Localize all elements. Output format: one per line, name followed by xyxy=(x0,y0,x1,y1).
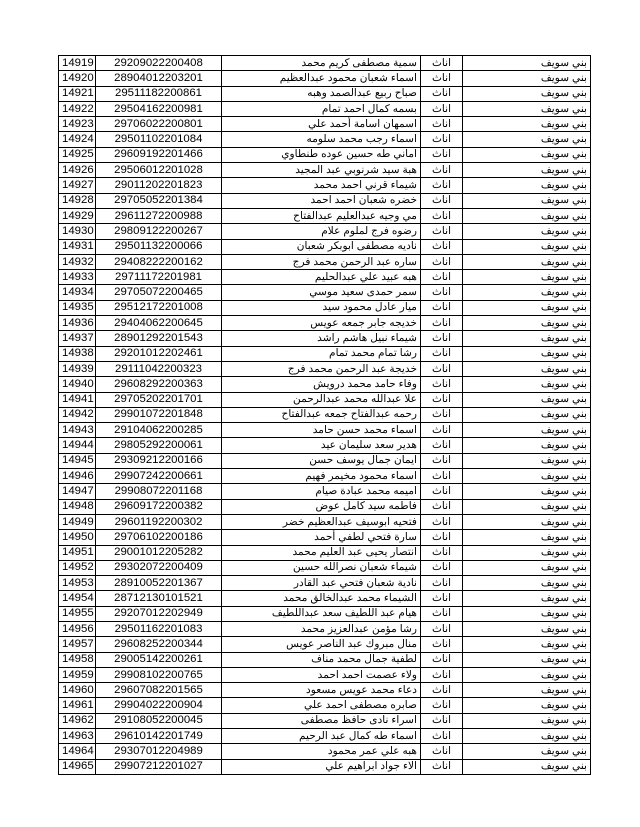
name-cell: اسماء طه كمال عبد الرحيم xyxy=(222,729,421,744)
national-id-cell: 29904022200904 xyxy=(96,698,222,713)
gender-cell: اناث xyxy=(421,744,463,759)
gender-cell: اناث xyxy=(421,698,463,713)
gender-cell: اناث xyxy=(421,163,463,178)
name-cell: ايمان جمال يوسف حسن xyxy=(222,453,421,468)
governorate-cell: بني سويف xyxy=(463,147,591,162)
gender-cell: اناث xyxy=(421,423,463,438)
governorate-cell: بني سويف xyxy=(463,285,591,300)
serial-number-cell: 14936 xyxy=(59,316,96,331)
governorate-cell: بني سويف xyxy=(463,178,591,193)
table-row xyxy=(59,683,591,698)
national-id-cell: 29601192200302 xyxy=(96,514,222,529)
records-table xyxy=(58,55,591,775)
national-id-cell: 29805292200061 xyxy=(96,438,222,453)
table-row xyxy=(59,713,591,728)
governorate-cell: بني سويف xyxy=(463,316,591,331)
table-row xyxy=(59,285,591,300)
name-cell: رشا مؤمن عبدالعزيز محمد xyxy=(222,621,421,636)
gender-cell: اناث xyxy=(421,178,463,193)
serial-number-cell: 14963 xyxy=(59,729,96,744)
name-cell: مي وجيه عبدالعليم عبدالفتاح xyxy=(222,208,421,223)
governorate-cell: بني سويف xyxy=(463,652,591,667)
name-cell: لطفية جمال محمد مناف xyxy=(222,652,421,667)
table-row xyxy=(59,637,591,652)
name-cell: هدير سعد سليمان عيد xyxy=(222,438,421,453)
gender-cell: اناث xyxy=(421,331,463,346)
governorate-cell: بني سويف xyxy=(463,713,591,728)
governorate-cell: بني سويف xyxy=(463,117,591,132)
governorate-cell: بني سويف xyxy=(463,453,591,468)
table-row xyxy=(59,208,591,223)
national-id-cell: 29501132200066 xyxy=(96,239,222,254)
national-id-cell: 29307012204989 xyxy=(96,744,222,759)
table-row xyxy=(59,239,591,254)
national-id-cell: 28904012203201 xyxy=(96,71,222,86)
serial-number-cell: 14948 xyxy=(59,499,96,514)
serial-number-cell: 14952 xyxy=(59,560,96,575)
gender-cell: اناث xyxy=(421,469,463,484)
serial-number-cell: 14954 xyxy=(59,591,96,606)
gender-cell: اناث xyxy=(421,392,463,407)
governorate-cell: بني سويف xyxy=(463,392,591,407)
national-id-cell: 29511182200861 xyxy=(96,86,222,101)
national-id-cell: 29901072201848 xyxy=(96,407,222,422)
table-row xyxy=(59,469,591,484)
gender-cell: اناث xyxy=(421,239,463,254)
national-id-cell: 29907212201027 xyxy=(96,759,222,774)
name-cell: رحمه عبدالفتاح جمعه عبدالفتاح xyxy=(222,407,421,422)
gender-cell: اناث xyxy=(421,545,463,560)
gender-cell: اناث xyxy=(421,300,463,315)
table-row xyxy=(59,270,591,285)
governorate-cell: بني سويف xyxy=(463,377,591,392)
table-row xyxy=(59,224,591,239)
governorate-cell: بني سويف xyxy=(463,224,591,239)
national-id-cell: 29104062200285 xyxy=(96,423,222,438)
governorate-cell: بني سويف xyxy=(463,361,591,376)
table-row xyxy=(59,652,591,667)
table-row xyxy=(59,606,591,621)
governorate-cell: بني سويف xyxy=(463,132,591,147)
national-id-cell: 29011202201823 xyxy=(96,178,222,193)
name-cell: صباح ربيع عبدالصمد وهبه xyxy=(222,86,421,101)
serial-number-cell: 14935 xyxy=(59,300,96,315)
table-row xyxy=(59,117,591,132)
serial-number-cell: 14919 xyxy=(59,56,96,71)
gender-cell: اناث xyxy=(421,560,463,575)
table-row xyxy=(59,729,591,744)
serial-number-cell: 14934 xyxy=(59,285,96,300)
national-id-cell: 29201012202461 xyxy=(96,346,222,361)
gender-cell: اناث xyxy=(421,101,463,116)
national-id-cell: 29207012202949 xyxy=(96,606,222,621)
serial-number-cell: 14949 xyxy=(59,514,96,529)
table-row xyxy=(59,101,591,116)
name-cell: ساره عبد الرحمن محمد فرج xyxy=(222,254,421,269)
national-id-cell: 29908072201168 xyxy=(96,484,222,499)
table-row xyxy=(59,407,591,422)
name-cell: علا عبدالله محمد عبدالرحمن xyxy=(222,392,421,407)
gender-cell: اناث xyxy=(421,652,463,667)
name-cell: هبه عبيد علي عبدالحليم xyxy=(222,270,421,285)
serial-number-cell: 14928 xyxy=(59,193,96,208)
gender-cell: اناث xyxy=(421,193,463,208)
name-cell: اسماء محمود مخيمر فهيم xyxy=(222,469,421,484)
table-row xyxy=(59,254,591,269)
serial-number-cell: 14929 xyxy=(59,208,96,223)
governorate-cell: بني سويف xyxy=(463,163,591,178)
governorate-cell: بني سويف xyxy=(463,270,591,285)
governorate-cell: بني سويف xyxy=(463,759,591,774)
table-row xyxy=(59,453,591,468)
table-row xyxy=(59,193,591,208)
gender-cell: اناث xyxy=(421,514,463,529)
name-cell: منال مبروك عبد الناصر عويس xyxy=(222,637,421,652)
gender-cell: اناث xyxy=(421,484,463,499)
name-cell: اسمهان اسامة أحمد علي xyxy=(222,117,421,132)
serial-number-cell: 14933 xyxy=(59,270,96,285)
table-row xyxy=(59,667,591,682)
name-cell: اسماء شعبان محمود عبدالعظيم xyxy=(222,71,421,86)
gender-cell: اناث xyxy=(421,606,463,621)
name-cell: فاطمه سيد كامل عوض xyxy=(222,499,421,514)
national-id-cell: 29608292200363 xyxy=(96,377,222,392)
serial-number-cell: 14939 xyxy=(59,361,96,376)
national-id-cell: 29209022200408 xyxy=(96,56,222,71)
name-cell: خضره شعبان احمد احمد xyxy=(222,193,421,208)
table-row xyxy=(59,56,591,71)
table-row xyxy=(59,744,591,759)
gender-cell: اناث xyxy=(421,285,463,300)
gender-cell: اناث xyxy=(421,86,463,101)
governorate-cell: بني سويف xyxy=(463,576,591,591)
national-id-cell: 29609172200382 xyxy=(96,499,222,514)
table-row xyxy=(59,514,591,529)
table-row xyxy=(59,147,591,162)
gender-cell: اناث xyxy=(421,407,463,422)
national-id-cell: 29111042200323 xyxy=(96,361,222,376)
serial-number-cell: 14961 xyxy=(59,698,96,713)
serial-number-cell: 14926 xyxy=(59,163,96,178)
serial-number-cell: 14953 xyxy=(59,576,96,591)
governorate-cell: بني سويف xyxy=(463,621,591,636)
gender-cell: اناث xyxy=(421,316,463,331)
national-id-cell: 29908102200765 xyxy=(96,667,222,682)
table-row xyxy=(59,392,591,407)
national-id-cell: 29504162200981 xyxy=(96,101,222,116)
governorate-cell: بني سويف xyxy=(463,423,591,438)
name-cell: اماني طه حسين عوده طنطاوي xyxy=(222,147,421,162)
governorate-cell: بني سويف xyxy=(463,499,591,514)
national-id-cell: 29512172201008 xyxy=(96,300,222,315)
gender-cell: اناث xyxy=(421,346,463,361)
table-row xyxy=(59,621,591,636)
national-id-cell: 29609192201466 xyxy=(96,147,222,162)
governorate-cell: بني سويف xyxy=(463,56,591,71)
serial-number-cell: 14951 xyxy=(59,545,96,560)
table-row xyxy=(59,377,591,392)
gender-cell: اناث xyxy=(421,224,463,239)
name-cell: الشيماء محمد عبدالخالق محمد xyxy=(222,591,421,606)
table-row xyxy=(59,591,591,606)
gender-cell: اناث xyxy=(421,71,463,86)
table-row xyxy=(59,759,591,774)
name-cell: شيماء نبيل هاشم راشد xyxy=(222,331,421,346)
governorate-cell: بني سويف xyxy=(463,667,591,682)
name-cell: رشا تمام محمد تمام xyxy=(222,346,421,361)
gender-cell: اناث xyxy=(421,683,463,698)
name-cell: خديجة عبد الرحمن محمد فرج xyxy=(222,361,421,376)
governorate-cell: بني سويف xyxy=(463,407,591,422)
serial-number-cell: 14927 xyxy=(59,178,96,193)
gender-cell: اناث xyxy=(421,377,463,392)
table-row xyxy=(59,346,591,361)
national-id-cell: 29404062200645 xyxy=(96,316,222,331)
national-id-cell: 29607082201565 xyxy=(96,683,222,698)
name-cell: انتصار يحيى عبد العليم محمد xyxy=(222,545,421,560)
name-cell: رضوه فرج لملوم علام xyxy=(222,224,421,239)
name-cell: اسماء رجب محمد سلومه xyxy=(222,132,421,147)
serial-number-cell: 14943 xyxy=(59,423,96,438)
serial-number-cell: 14930 xyxy=(59,224,96,239)
national-id-cell: 29302072200409 xyxy=(96,560,222,575)
serial-number-cell: 14938 xyxy=(59,346,96,361)
governorate-cell: بني سويف xyxy=(463,530,591,545)
gender-cell: اناث xyxy=(421,621,463,636)
name-cell: وفاء حامد محمد درويش xyxy=(222,377,421,392)
serial-number-cell: 14955 xyxy=(59,606,96,621)
serial-number-cell: 14931 xyxy=(59,239,96,254)
table-row xyxy=(59,331,591,346)
gender-cell: اناث xyxy=(421,361,463,376)
gender-cell: اناث xyxy=(421,117,463,132)
serial-number-cell: 14946 xyxy=(59,469,96,484)
name-cell: شيماء قرني احمد محمد xyxy=(222,178,421,193)
gender-cell: اناث xyxy=(421,438,463,453)
governorate-cell: بني سويف xyxy=(463,744,591,759)
national-id-cell: 29705052201384 xyxy=(96,193,222,208)
governorate-cell: بني سويف xyxy=(463,86,591,101)
gender-cell: اناث xyxy=(421,254,463,269)
national-id-cell: 29506012201028 xyxy=(96,163,222,178)
national-id-cell: 29408222200162 xyxy=(96,254,222,269)
table-row xyxy=(59,71,591,86)
governorate-cell: بني سويف xyxy=(463,208,591,223)
national-id-cell: 29705202201701 xyxy=(96,392,222,407)
national-id-cell: 29501102201084 xyxy=(96,132,222,147)
serial-number-cell: 14942 xyxy=(59,407,96,422)
name-cell: سمر حمدى سعيد موسي xyxy=(222,285,421,300)
table-row xyxy=(59,132,591,147)
serial-number-cell: 14920 xyxy=(59,71,96,86)
name-cell: بسمه كمال احمد تمام xyxy=(222,101,421,116)
governorate-cell: بني سويف xyxy=(463,239,591,254)
gender-cell: اناث xyxy=(421,453,463,468)
name-cell: خديجه جابر جمعه عويس xyxy=(222,316,421,331)
serial-number-cell: 14956 xyxy=(59,621,96,636)
gender-cell: اناث xyxy=(421,147,463,162)
name-cell: نادية شعبان فتحي عبد القادر xyxy=(222,576,421,591)
national-id-cell: 29711172201981 xyxy=(96,270,222,285)
governorate-cell: بني سويف xyxy=(463,683,591,698)
national-id-cell: 28901292201543 xyxy=(96,331,222,346)
governorate-cell: بني سويف xyxy=(463,254,591,269)
table-row xyxy=(59,499,591,514)
governorate-cell: بني سويف xyxy=(463,606,591,621)
name-cell: اسماء محمد حسن حامد xyxy=(222,423,421,438)
gender-cell: اناث xyxy=(421,499,463,514)
name-cell: ميار عادل محمود سيد xyxy=(222,300,421,315)
governorate-cell: بني سويف xyxy=(463,438,591,453)
serial-number-cell: 14950 xyxy=(59,530,96,545)
national-id-cell: 29608252200344 xyxy=(96,637,222,652)
national-id-cell: 29809122200267 xyxy=(96,224,222,239)
serial-number-cell: 14947 xyxy=(59,484,96,499)
table-row xyxy=(59,423,591,438)
table-row xyxy=(59,560,591,575)
governorate-cell: بني سويف xyxy=(463,637,591,652)
serial-number-cell: 14921 xyxy=(59,86,96,101)
records-table-body xyxy=(59,56,591,775)
gender-cell: اناث xyxy=(421,667,463,682)
national-id-cell: 29501162201083 xyxy=(96,621,222,636)
gender-cell: اناث xyxy=(421,729,463,744)
governorate-cell: بني سويف xyxy=(463,545,591,560)
governorate-cell: بني سويف xyxy=(463,346,591,361)
governorate-cell: بني سويف xyxy=(463,300,591,315)
document-page xyxy=(58,55,590,775)
table-row xyxy=(59,178,591,193)
table-row xyxy=(59,86,591,101)
name-cell: فتحيه ابوسيف عبدالعظيم خضر xyxy=(222,514,421,529)
serial-number-cell: 14957 xyxy=(59,637,96,652)
governorate-cell: بني سويف xyxy=(463,193,591,208)
name-cell: هبة سيد شرنوبي عبد المجيد xyxy=(222,163,421,178)
governorate-cell: بني سويف xyxy=(463,101,591,116)
serial-number-cell: 14965 xyxy=(59,759,96,774)
serial-number-cell: 14945 xyxy=(59,453,96,468)
name-cell: هبه علي عمر محمود xyxy=(222,744,421,759)
name-cell: ولاء عصمت احمد احمد xyxy=(222,667,421,682)
serial-number-cell: 14937 xyxy=(59,331,96,346)
table-row xyxy=(59,361,591,376)
name-cell: الاء جواد ابراهيم علي xyxy=(222,759,421,774)
gender-cell: اناث xyxy=(421,759,463,774)
national-id-cell: 29108052200045 xyxy=(96,713,222,728)
national-id-cell: 29610142201749 xyxy=(96,729,222,744)
governorate-cell: بني سويف xyxy=(463,331,591,346)
table-row xyxy=(59,316,591,331)
gender-cell: اناث xyxy=(421,576,463,591)
serial-number-cell: 14922 xyxy=(59,101,96,116)
name-cell: اسراء نادى حافظ مصطفى xyxy=(222,713,421,728)
national-id-cell: 29706102200186 xyxy=(96,530,222,545)
governorate-cell: بني سويف xyxy=(463,698,591,713)
name-cell: شيماء شعبان نصرالله حسين xyxy=(222,560,421,575)
gender-cell: اناث xyxy=(421,208,463,223)
national-id-cell: 29611272200988 xyxy=(96,208,222,223)
name-cell: صابره مصطفى احمد علي xyxy=(222,698,421,713)
governorate-cell: بني سويف xyxy=(463,729,591,744)
serial-number-cell: 14932 xyxy=(59,254,96,269)
name-cell: سارة فتحي لطفي أحمد xyxy=(222,530,421,545)
national-id-cell: 29705072200465 xyxy=(96,285,222,300)
national-id-cell: 29001012205282 xyxy=(96,545,222,560)
gender-cell: اناث xyxy=(421,56,463,71)
name-cell: اميمه محمد عبادة صيام xyxy=(222,484,421,499)
table-row xyxy=(59,484,591,499)
serial-number-cell: 14925 xyxy=(59,147,96,162)
governorate-cell: بني سويف xyxy=(463,591,591,606)
gender-cell: اناث xyxy=(421,132,463,147)
governorate-cell: بني سويف xyxy=(463,514,591,529)
serial-number-cell: 14924 xyxy=(59,132,96,147)
gender-cell: اناث xyxy=(421,713,463,728)
national-id-cell: 28712130101521 xyxy=(96,591,222,606)
table-row xyxy=(59,300,591,315)
table-row xyxy=(59,530,591,545)
table-row xyxy=(59,698,591,713)
gender-cell: اناث xyxy=(421,637,463,652)
national-id-cell: 29907242200661 xyxy=(96,469,222,484)
table-row xyxy=(59,545,591,560)
governorate-cell: بني سويف xyxy=(463,469,591,484)
gender-cell: اناث xyxy=(421,270,463,285)
serial-number-cell: 14941 xyxy=(59,392,96,407)
name-cell: ناديه مصطفى ابوبكر شعبان xyxy=(222,239,421,254)
national-id-cell: 29706022200801 xyxy=(96,117,222,132)
name-cell: هيام عبد اللطيف سعد عبداللطيف xyxy=(222,606,421,621)
serial-number-cell: 14962 xyxy=(59,713,96,728)
table-row xyxy=(59,438,591,453)
national-id-cell: 29005142200261 xyxy=(96,652,222,667)
serial-number-cell: 14944 xyxy=(59,438,96,453)
gender-cell: اناث xyxy=(421,591,463,606)
table-row xyxy=(59,163,591,178)
gender-cell: اناث xyxy=(421,530,463,545)
serial-number-cell: 14923 xyxy=(59,117,96,132)
national-id-cell: 28910052201367 xyxy=(96,576,222,591)
table-row xyxy=(59,576,591,591)
serial-number-cell: 14940 xyxy=(59,377,96,392)
serial-number-cell: 14960 xyxy=(59,683,96,698)
national-id-cell: 29309212200166 xyxy=(96,453,222,468)
governorate-cell: بني سويف xyxy=(463,484,591,499)
name-cell: دعاء محمد عويس مسعود xyxy=(222,683,421,698)
serial-number-cell: 14959 xyxy=(59,667,96,682)
serial-number-cell: 14958 xyxy=(59,652,96,667)
governorate-cell: بني سويف xyxy=(463,71,591,86)
serial-number-cell: 14964 xyxy=(59,744,96,759)
governorate-cell: بني سويف xyxy=(463,560,591,575)
name-cell: سمية مصطفى كريم محمد xyxy=(222,56,421,71)
